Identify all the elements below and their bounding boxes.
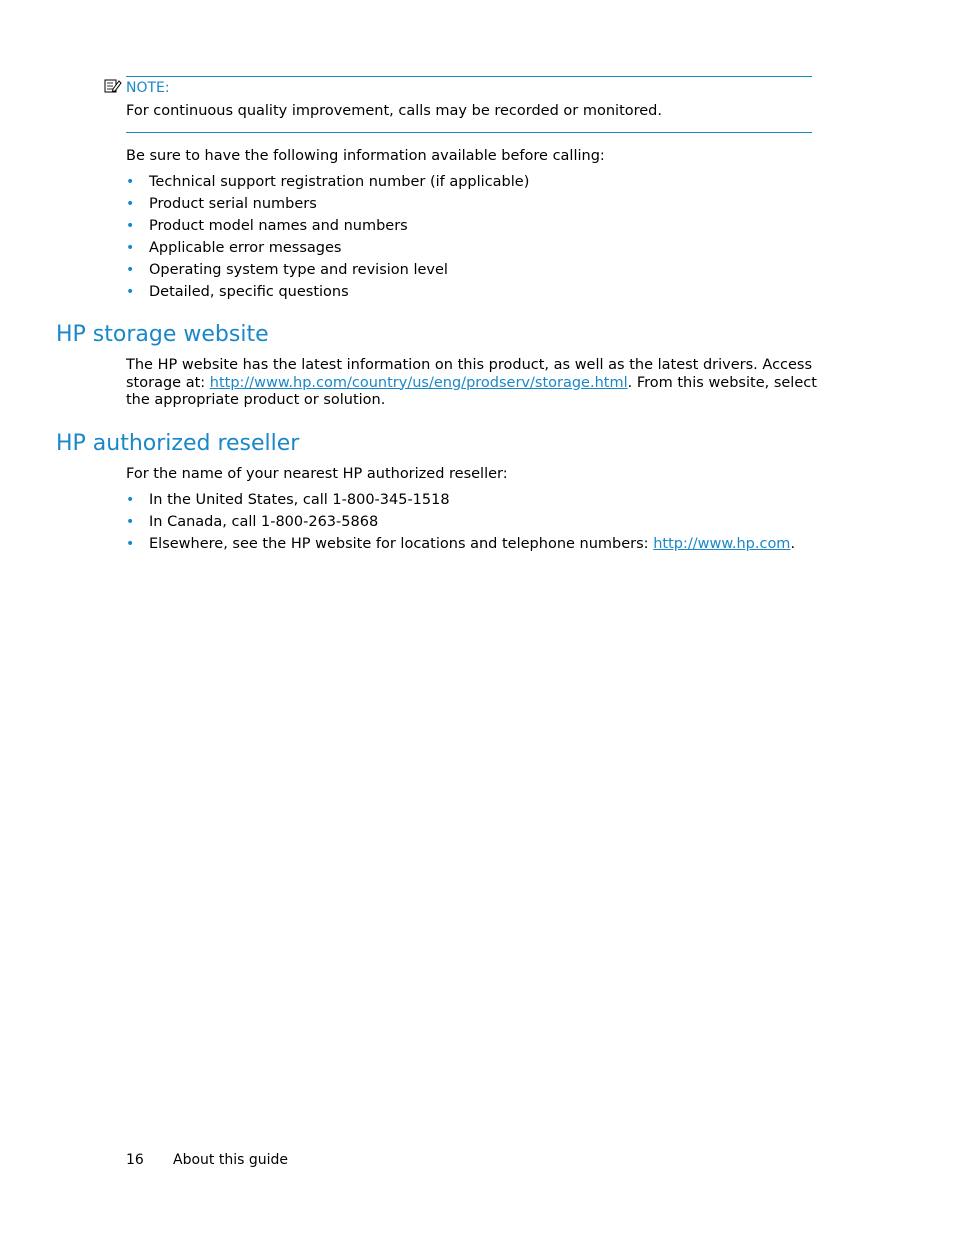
list-item-text: Applicable error messages	[149, 240, 342, 256]
list-item	[126, 533, 795, 555]
before-calling-list	[126, 171, 529, 303]
list-item-text: Product serial numbers	[149, 196, 317, 212]
list-item-text: Technical support registration number (if applicable)	[149, 174, 530, 190]
note-label: NOTE:	[126, 80, 170, 96]
list-item-text: Operating system type and revision level	[149, 262, 448, 278]
bullet-icon: •	[126, 174, 135, 190]
list-item-suffix: .	[790, 536, 796, 552]
list-item	[126, 215, 529, 237]
note-top-rule	[126, 76, 812, 77]
bullet-icon: •	[126, 492, 135, 508]
storage-website-text-after: . From this website, select the appropriate product or solution.	[126, 374, 817, 408]
note-text: For continuous quality improvement, calls may be recorded or monitored.	[126, 103, 662, 119]
storage-website-paragraph	[126, 357, 826, 410]
authorized-reseller-list	[126, 489, 795, 555]
footer-section-title: About this guide	[173, 1152, 288, 1168]
page-number: 16	[126, 1152, 144, 1168]
before-calling-intro: Be sure to have the following information available before calling:	[126, 148, 605, 164]
bullet-icon: •	[126, 284, 135, 300]
list-item-text: In Canada, call 1-800-263-5868	[149, 514, 379, 530]
list-item-text: Product model names and numbers	[149, 218, 408, 234]
authorized-reseller-intro: For the name of your nearest HP authorized reseller:	[126, 466, 508, 482]
storage-website-text-before: The HP website has the latest information on this product, as well as the latest drivers. Access storage at:	[126, 357, 813, 391]
hp-website-link[interactable]: http://www.hp.com	[653, 536, 791, 552]
note-bottom-rule	[126, 132, 812, 133]
list-item	[126, 511, 795, 533]
authorized-reseller-heading: HP authorized reseller	[56, 431, 300, 456]
bullet-icon: •	[126, 536, 135, 552]
storage-website-link[interactable]: http://www.hp.com/country/us/eng/prodserv/storage.html	[209, 374, 628, 391]
list-item	[126, 171, 529, 193]
list-item	[126, 193, 529, 215]
bullet-icon: •	[126, 196, 135, 212]
bullet-icon: •	[126, 262, 135, 278]
bullet-icon: •	[126, 240, 135, 256]
bullet-icon: •	[126, 218, 135, 234]
list-item-text: Elsewhere, see the HP website for locations and telephone numbers:	[149, 536, 654, 552]
bullet-icon: •	[126, 514, 135, 530]
list-item	[126, 281, 529, 303]
list-item	[126, 489, 795, 511]
storage-website-heading: HP storage website	[56, 322, 269, 347]
list-item	[126, 259, 529, 281]
list-item-text: In the United States, call 1-800-345-1518	[149, 492, 450, 508]
list-item-text: Detailed, specific questions	[149, 284, 349, 300]
list-item	[126, 237, 529, 259]
note-pencil-icon	[104, 78, 122, 94]
